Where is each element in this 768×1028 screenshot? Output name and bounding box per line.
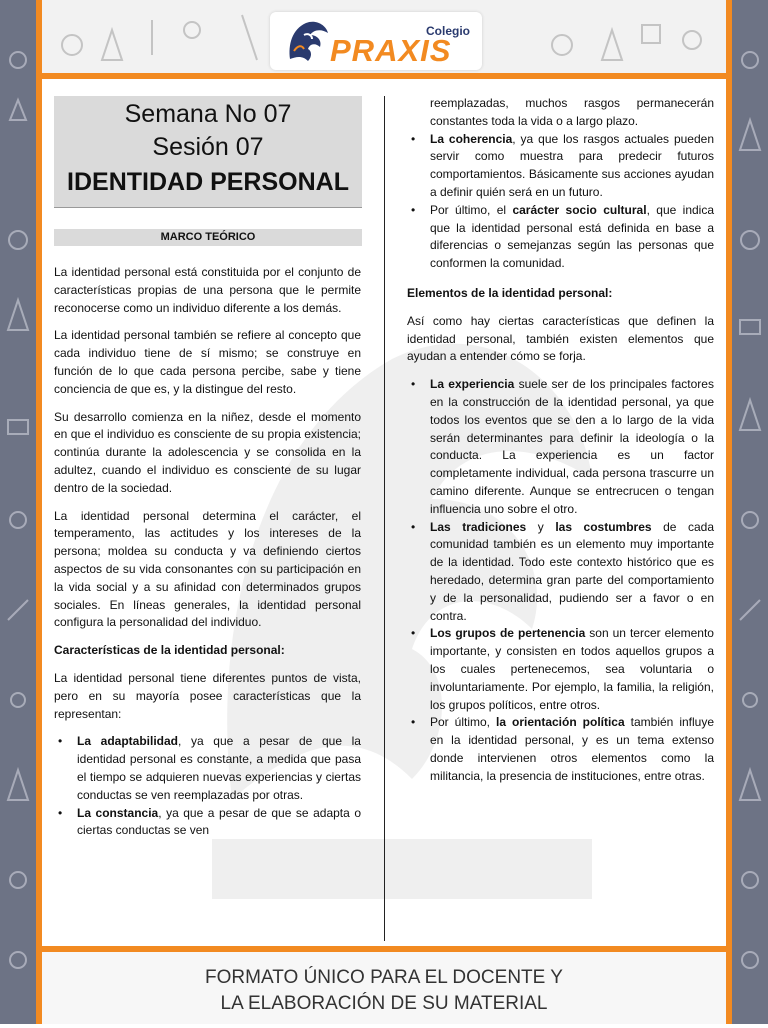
bullet-term: La coherencia [430, 131, 513, 146]
logo-title: PRAXIS [330, 33, 452, 68]
paragraph: La identidad personal determina el carácter, el temperamento, las actitudes y los intereses de la persona; moldea su conducta y va definiendo ciertos aspectos de su vida consonantes con su participación en la vida social y a su afinidad con determinados grupos sociales. En líneas generales, la identidad personal configura la personalidad del individuo. [54, 508, 361, 630]
lion-logo-icon [282, 15, 334, 67]
bullet-text: , ya que los rasgos actuales pueden servir como muestra para predecir futuros comportamientos. Básicamente sus acciones ayudan a definir quién será en un futuro. [430, 131, 714, 199]
list-item: • Los grupos de pertenencia son un tercer elemento importante, y consisten en todos aquellos grupos a los cuales pertenecemos, sea voluntaria o involuntariamente. Por ejemplo, la familia, la religión, los grupos políticos, entre otros. [411, 626, 714, 712]
list-item: • La adaptabilidad, ya que a pesar de que la identidad personal es constante, a medida que pasa el tiempo se adquieren nuevas experiencias y ciertas conductas se ven reemplazadas por otras. [58, 734, 361, 802]
logo-subtitle: Colegio [426, 24, 470, 38]
bullet-text: , que indica que la identidad personal está definida en base a diferencias o semejanzas según las personas que conformen la comunidad. [430, 202, 715, 271]
section-heading: Características de la identidad personal: [54, 643, 285, 658]
footer-line-1: FORMATO ÚNICO PARA EL DOCENTE Y [205, 967, 563, 988]
section-heading: Elementos de la identidad personal: [407, 285, 613, 300]
bullet-connector: y [526, 519, 556, 534]
bullet-text: , ya que a pesar de que se adapta o ciertas conductas se ven [77, 805, 361, 838]
bullet-list [54, 733, 361, 840]
bullet-term: las costumbres [555, 519, 652, 534]
column-divider [384, 96, 385, 941]
bullet-prefix: Por último, el [430, 202, 513, 217]
school-logo [270, 12, 482, 70]
footer-line-2: LA ELABORACIÓN DE SU MATERIAL [220, 993, 548, 1014]
bullet-text: , ya que a pesar de que la identidad personal es constante, a medida que pasa el tiempo se adquieren nuevas experiencias y ciertas conductas se ven reemplazadas por otras. [77, 734, 361, 802]
list-item: • Por último, la orientación política también influye en la identidad personal, y es un tema extenso donde intervienen otros elementos como la militancia, la presencia de instituciones, entre otras. [411, 715, 715, 783]
bullet-prefix: Por último, [430, 715, 496, 730]
left-column [54, 264, 361, 840]
bullet-term: La experiencia [430, 377, 515, 392]
bullet-text: reemplazadas, muchos rasgos permanecerán constantes toda la vida o a largo plazo. [430, 96, 714, 128]
paragraph: Así como hay ciertas características que definen la identidad personal, también existen elementos que ayudan a entender cómo se forja. [407, 313, 714, 364]
title-box [54, 96, 362, 208]
list-item: • Las tradiciones y las costumbres de cada comunidad también es un elemento muy importante de la identidad. Todo este contexto histórico que es heredado, determina gran parte del comportamiento y de la personalidad, pudiendo ser a favor o en contra. [411, 519, 715, 623]
section-label: MARCO TEÓRICO [54, 229, 362, 246]
paragraph: Su desarrollo comienza en la niñez, desde el momento en que el individuo es consciente de su propia existencia; continúa durante la adolescencia y se consolida en la adultez, cuando el individuo es consciente de su lugar dentro de la sociedad. [54, 409, 361, 495]
list-item: • La experiencia suele ser de los principales factores en la construcción de la identidad personal, ya que todos los eventos que se den a lo largo de la vida serán determinantes para definir la ideología o la conducta. La experiencia es un factor completamente individual, cada persona trascurre un camino diferente. Aunque se entrecrucen o tengan influencia uno sobre el otro. [411, 377, 714, 516]
bullet-term: La adaptabilidad [77, 734, 178, 749]
bullet-term: la orientación política [496, 715, 625, 730]
bullet-term: La constancia [77, 805, 159, 820]
list-item: • Por último, el carácter socio cultural, que indica que la identidad personal está definida en base a diferencias o semejanzas según las personas que conformen la comunidad. [411, 202, 715, 271]
bullet-text: también influye en la identidad personal, y es un tema extenso donde intervienen otros elementos como la militancia, la presencia de instituciones, entre otras. [430, 715, 715, 783]
bullet-list [407, 95, 714, 273]
list-item: • La coherencia, ya que los rasgos actuales pueden servir como muestra para predecir futuros comportamientos. Básicamente sus acciones ayudan a definir quién será en un futuro. [411, 131, 714, 199]
orange-frame-right [726, 0, 732, 1024]
bullet-term: carácter socio cultural [512, 202, 647, 217]
bullet-term: Las tradiciones [430, 519, 527, 534]
right-column [407, 95, 714, 785]
session-title: Sesión 07 [152, 133, 264, 161]
paragraph: La identidad personal también se refiere al concepto que cada individuo tiene de sí mismo; se construye en función de lo que cada persona percibe, sabe y tiene conciencia de que es, y la distingue del resto. [54, 328, 361, 396]
topic-title: IDENTIDAD PERSONAL [67, 168, 349, 196]
bullet-list [407, 376, 714, 785]
bullet-text: de cada comunidad también es un elemento muy importante de la identidad. Todo este contexto histórico que es heredado, determina gran parte del comportamiento y de la personalidad, pudiendo ser a favor o en contra. [430, 519, 715, 623]
footer [42, 952, 726, 1024]
list-item-continued [407, 95, 714, 131]
paragraph: La identidad personal tiene diferentes puntos de vista, pero en su mayoría posee características que la representan: [54, 670, 361, 721]
bullet-text: suele ser de los principales factores en la construcción de la identidad personal, ya que todos los eventos que se den a lo largo de la vida serán determinantes para definir la ideología o la conducta. La experiencia es un factor completamente individual, cada persona trascurre un camino diferente. Aunque se entrecrucen o tengan influencia uno sobre el otro. [430, 377, 714, 516]
list-item: • La constancia, ya que a pesar de que se adapta o ciertas conductas se ven [58, 805, 361, 838]
paragraph: La identidad personal está constituida por el conjunto de características propias de una persona que le permite reconocerse como un individuo diferente a los demás. [54, 265, 361, 315]
week-title: Semana No 07 [124, 100, 292, 128]
bullet-term: Los grupos de pertenencia [430, 626, 586, 641]
bullet-text: son un tercer elemento importante, y consisten en todos aquellos grupos a los cuales pertenecemos, sea voluntaria o involuntariamente. Por ejemplo, la familia, la religión, los grupos políticos, entre otros. [430, 626, 714, 712]
